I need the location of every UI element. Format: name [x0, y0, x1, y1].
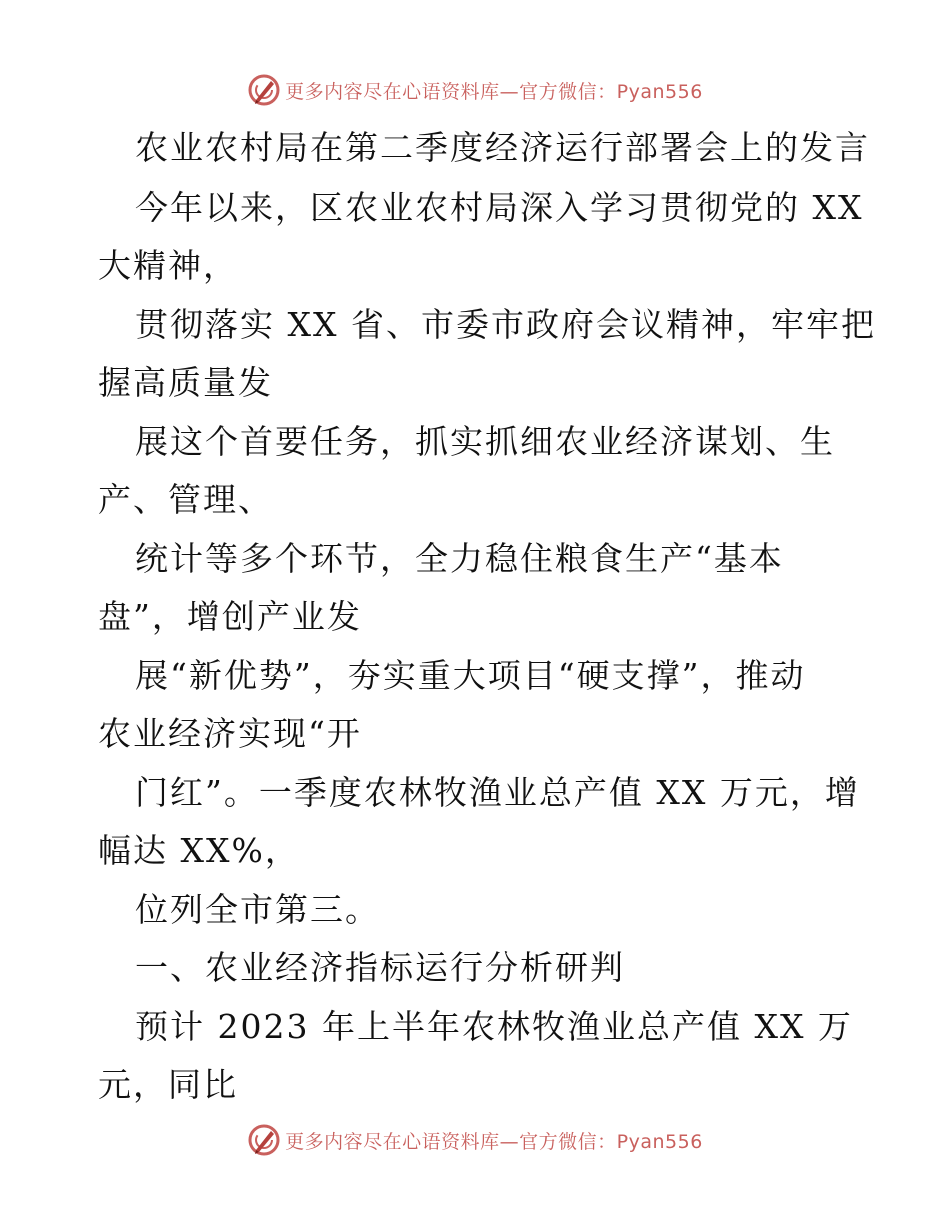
paragraph-line: 门红”。一季度农林牧渔业总产值 XX 万元，增 [135, 773, 860, 812]
paragraph-line: 预计 2023 年上半年农林牧渔业总产值 XX 万 [135, 1007, 853, 1046]
paragraph-line: 展这个首要任务，抓实抓细农业经济谋划、生 [135, 422, 835, 461]
paragraph-line: 今年以来，区农业农村局深入学习贯彻党的 XX [135, 188, 864, 227]
paragraph-line: 位列全市第三。 [135, 890, 380, 929]
document-title: 农业农村局在第二季度经济运行部署会上的发言 [135, 128, 870, 167]
section-heading: 一、农业经济指标运行分析研判 [135, 948, 625, 987]
paragraph-line: 盘”，增创产业发 [98, 597, 362, 636]
paragraph-line: 幅达 XX%， [98, 831, 300, 870]
footer-watermark [0, 1120, 950, 1160]
header-watermark [0, 70, 950, 110]
paragraph-line: 元，同比 [98, 1065, 238, 1104]
watermark-text: 更多内容尽在心语资料库—官方微信：Pyan556 [285, 1130, 703, 1153]
pen-logo-icon [247, 73, 281, 107]
paragraph-line: 握高质量发 [98, 363, 273, 402]
paragraph-line: 大精神， [98, 246, 238, 285]
paragraph-line: 贯彻落实 XX 省、市委市政府会议精神，牢牢把 [135, 305, 876, 344]
paragraph-line: 产、管理、 [98, 480, 273, 519]
paragraph-line: 农业经济实现“开 [98, 714, 362, 753]
paragraph-line: 展“新优势”，夯实重大项目“硬支撑”，推动 [135, 656, 806, 695]
pen-logo-icon [247, 1123, 281, 1157]
watermark-text: 更多内容尽在心语资料库—官方微信：Pyan556 [285, 80, 703, 103]
paragraph-line: 统计等多个环节，全力稳住粮食生产“基本 [135, 539, 784, 578]
